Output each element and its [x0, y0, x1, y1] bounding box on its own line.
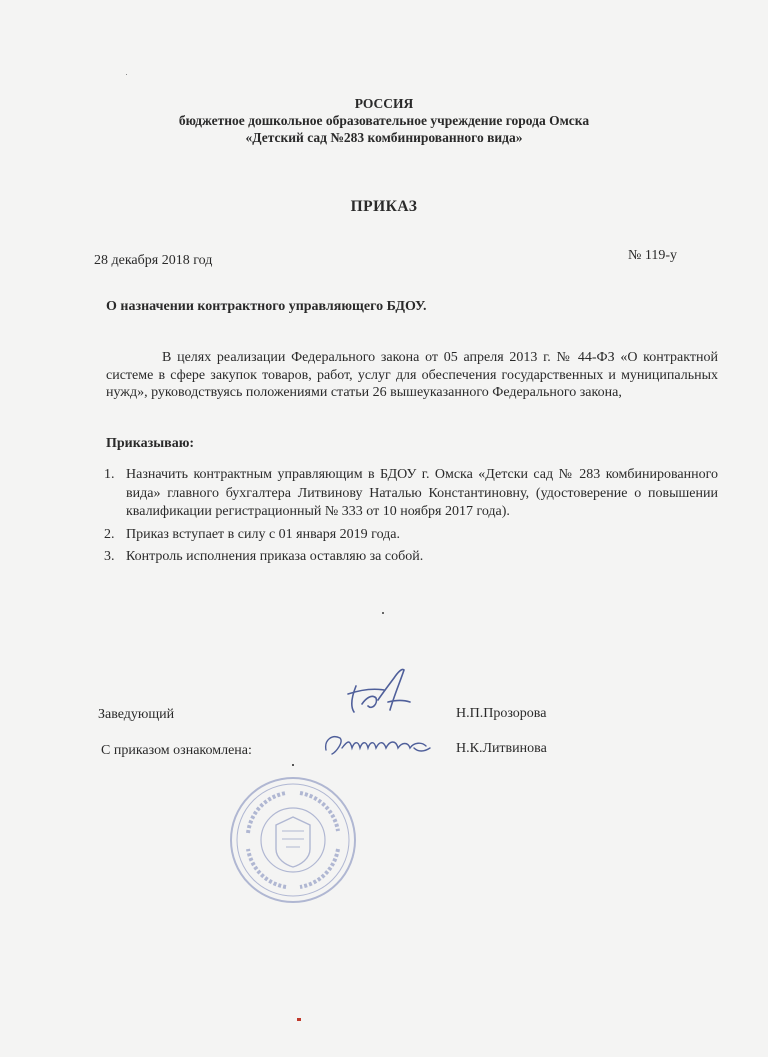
- order-item: [104, 548, 718, 567]
- order-items-list: [104, 466, 718, 567]
- order-item-text: Назначить контрактным управляющим в БДОУ г. Омска «Детски сад № 283 комбинированного вида» главного бухгалтера Литвинову Наталью Константиновну, (удостоверение о повышении квалификации регистрационный № 333 от 10 ноября 2017 года).: [126, 467, 718, 519]
- order-item: [104, 526, 718, 545]
- order-item-number: 1.: [104, 467, 115, 482]
- order-item-text: Контроль исполнения приказа оставляю за собой.: [126, 549, 424, 564]
- document-title: ПРИКАЗ: [350, 198, 418, 215]
- scan-speck: [297, 1018, 301, 1021]
- scan-speck: [382, 612, 384, 614]
- document-subject: О назначении контрактного управляющего БДОУ.: [106, 299, 427, 314]
- scan-speck: [292, 764, 294, 766]
- order-item-number: 3.: [104, 549, 115, 564]
- document-number: № 119-у: [628, 248, 677, 263]
- acknowledged-name: Н.К.Литвинова: [456, 741, 547, 756]
- head-name: Н.П.Прозорова: [456, 706, 547, 721]
- acknowledgement-signature-image: [318, 730, 448, 760]
- acknowledgement-label: С приказом ознакомлена:: [101, 743, 252, 758]
- header-organization: бюджетное дошкольное образовательное учреждение города Омска: [178, 113, 590, 128]
- scan-speck: [126, 74, 127, 75]
- head-title: Заведующий: [98, 707, 175, 722]
- order-item: [104, 466, 718, 522]
- order-item-text: Приказ вступает в силу с 01 января 2019 года.: [126, 526, 401, 542]
- order-word: Приказываю:: [106, 436, 195, 451]
- head-signature-image: [338, 664, 418, 720]
- round-seal-stamp-image: [226, 773, 360, 907]
- header-country: РОССИЯ: [354, 96, 414, 111]
- order-item-number: 2.: [104, 526, 115, 542]
- document-date: 28 декабря 2018 год: [94, 253, 213, 268]
- header-institution-name: «Детский сад №283 комбинированного вида»: [245, 130, 523, 145]
- preamble-paragraph: В целях реализации Федерального закона от 05 апреля 2013 г. № 44-ФЗ «О контрактной системе в сфере закупок товаров, работ, услуг для обеспечения государственных и муниципальных нужд», руководствуясь положениями статьи 26 вышеуказанного Федерального закона,: [106, 350, 718, 400]
